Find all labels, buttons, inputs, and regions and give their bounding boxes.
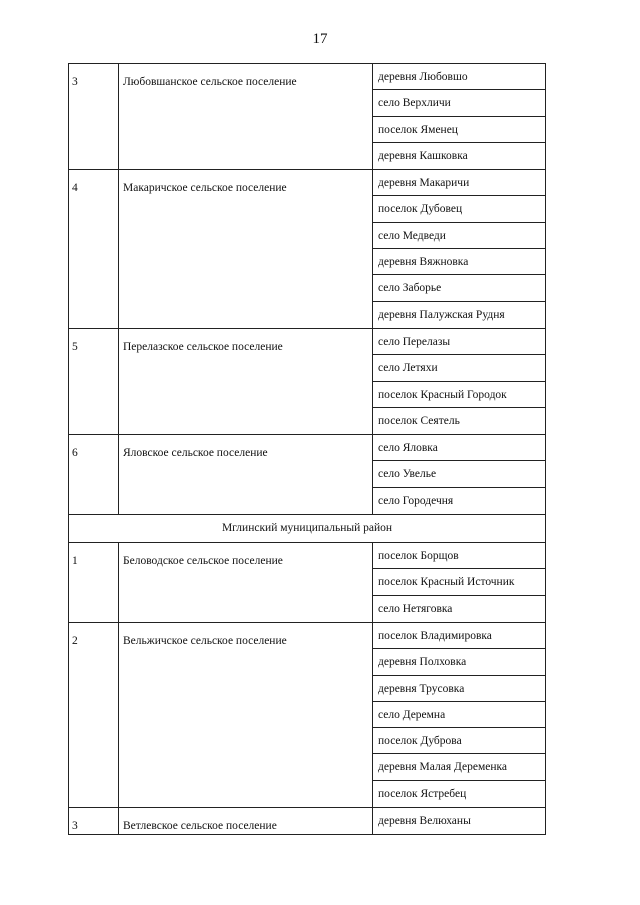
settlement-item: поселок Дубовец (373, 196, 545, 222)
settlement-item: поселок Яменец (373, 117, 545, 143)
row-number: 1 (69, 543, 119, 622)
table-row (68, 807, 546, 835)
settlement-item: село Нетяговка (378, 602, 453, 615)
settlement-item: село Заборье (373, 275, 545, 301)
settlement-item: деревня Велюханы (378, 815, 471, 828)
row-number: 2 (69, 623, 119, 807)
settlement-item: деревня Трусовка (373, 676, 545, 702)
settlement-item: деревня Кашковка (378, 149, 468, 162)
settlement-list (373, 543, 545, 622)
table-row (68, 434, 546, 514)
settlement-item: поселок Сеятель (378, 414, 460, 427)
row-number: 3 (69, 808, 119, 834)
settlement-list (373, 64, 545, 169)
settlement-item: село Городечня (378, 494, 454, 507)
settlement-item: село Яловка (373, 435, 545, 461)
table-row (68, 63, 546, 169)
settlement-item: деревня Макаричи (373, 170, 545, 196)
settlements-table (68, 63, 546, 835)
settlement-item: поселок Борщов (373, 543, 545, 569)
settlement-item: село Увелье (373, 461, 545, 487)
table-row (68, 328, 546, 434)
settlement-list (373, 170, 545, 328)
row-number: 3 (69, 64, 119, 169)
settlement-item: поселок Дуброва (373, 728, 545, 754)
table-row (68, 622, 546, 807)
settlement-item: деревня Палужская Рудня (378, 308, 505, 321)
settlement-list (373, 435, 545, 514)
table-row (68, 542, 546, 622)
settlement-item: деревня Малая Дерeменка (373, 754, 545, 780)
settlement-list (373, 808, 545, 834)
row-number: 5 (69, 329, 119, 434)
municipality-name: Любовшанское сельское поселение (119, 64, 373, 169)
row-number: 6 (69, 435, 119, 514)
settlement-item: поселок Ястребец (378, 787, 467, 800)
settlement-item: поселок Красный Источник (373, 569, 545, 595)
municipality-name: Беловодское сельское поселение (119, 543, 373, 622)
district-header-row (68, 514, 546, 542)
table-row (68, 169, 546, 328)
municipality-name: Вельжичское сельское поселение (119, 623, 373, 807)
settlement-item: село Перелазы (373, 329, 545, 355)
municipality-name: Ветлевское сельское поселение (119, 808, 373, 834)
settlement-list (373, 329, 545, 434)
district-name: Мглинский муниципальный район (221, 522, 393, 535)
municipality-name: Яловское сельское поселение (119, 435, 373, 514)
settlement-item: село Медведи (373, 223, 545, 249)
settlement-item: село Деремна (373, 702, 545, 728)
settlement-item: село Летяхи (373, 355, 545, 381)
settlement-item: поселок Владимировка (373, 623, 545, 649)
settlement-list (373, 623, 545, 807)
settlement-item: деревня Вяжновка (373, 249, 545, 275)
row-number: 4 (69, 170, 119, 328)
settlement-item: деревня Любовшо (373, 64, 545, 90)
municipality-name: Перелазское сельское поселение (119, 329, 373, 434)
settlement-item: деревня Полховка (373, 649, 545, 675)
municipality-name: Макаричское сельское поселение (119, 170, 373, 328)
page-number: 17 (312, 31, 328, 47)
settlement-item: село Верхличи (373, 90, 545, 116)
settlement-item: поселок Красный Городок (373, 382, 545, 408)
